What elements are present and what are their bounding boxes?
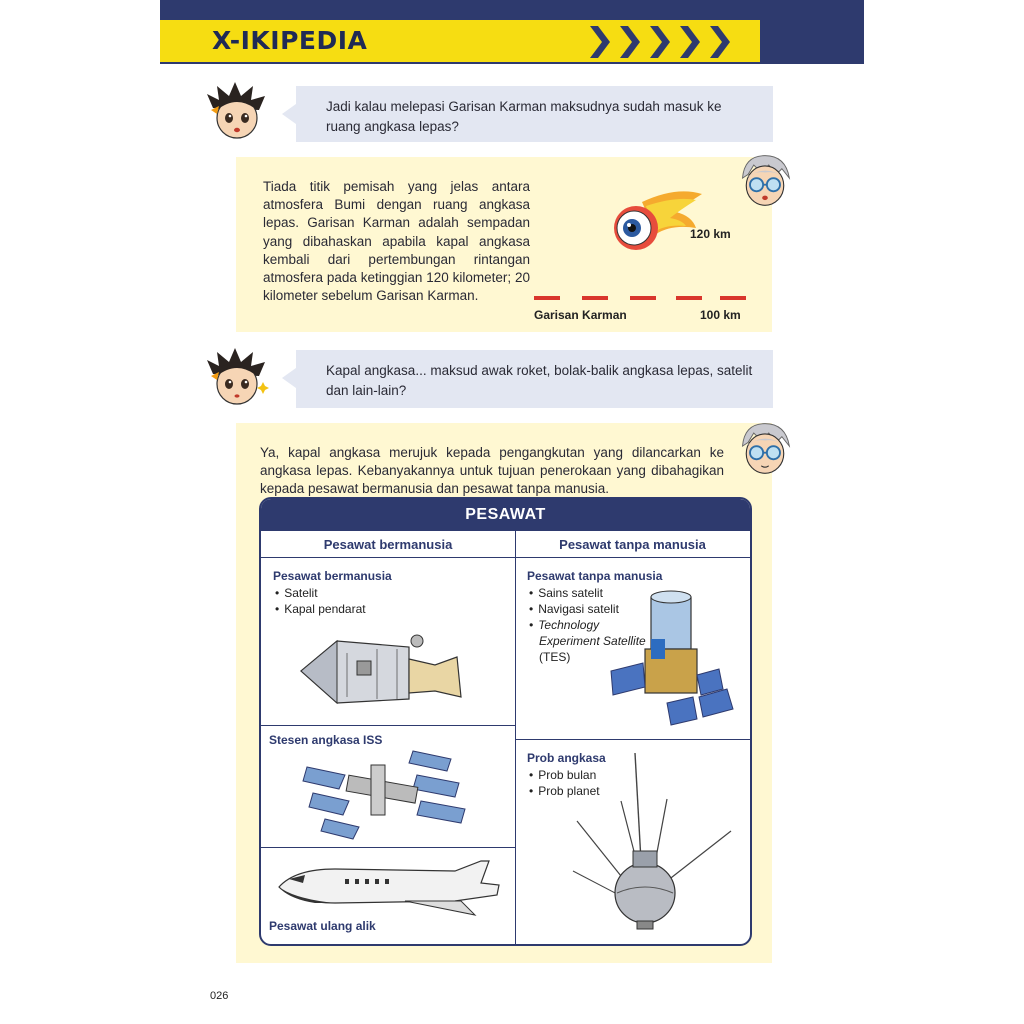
manned-list <box>275 585 366 617</box>
divider <box>515 739 750 740</box>
divider <box>261 725 515 726</box>
cell-title-manned: Pesawat bermanusia <box>273 569 392 583</box>
page-number: 026 <box>210 990 229 1002</box>
question-text-2: Kapal angkasa... maksud awak roket, bolak-balik angkasa lepas, satelit dan lain-lain? <box>326 363 753 398</box>
karman-line-label: Garisan Karman <box>534 308 627 322</box>
divider <box>515 531 516 944</box>
list-item: • Sains satelit <box>529 585 646 601</box>
column-header-unmanned: Pesawat tanpa manusia <box>559 537 706 552</box>
list-item: • Prob bulan <box>529 767 600 783</box>
chevron-decoration <box>580 22 810 62</box>
command-module-icon <box>297 623 467 715</box>
satellite-icon <box>607 579 737 731</box>
space-shuttle-icon <box>275 857 505 923</box>
cell-title-iss: Stesen angkasa ISS <box>269 733 383 747</box>
question-bubble-2 <box>296 350 773 408</box>
boy-character-icon <box>205 80 269 144</box>
list-item: • Technology <box>529 617 646 633</box>
section-title: X-IKIPEDIA <box>212 26 368 55</box>
bubble-tail <box>282 104 296 124</box>
professor-character-icon <box>733 418 797 478</box>
spacecraft-table <box>259 497 752 946</box>
answer-text-2: Ya, kapal angkasa merujuk kepada pengangkutan yang dilancarkan ke angkasa lepas. Kebanyakannya untuk tujuan penerokaan yang dibahagikan kepada pesawat bermanusia dan pesawat tanpa manusia. <box>260 445 724 497</box>
cell-title-unmanned: Pesawat tanpa manusia <box>527 569 663 583</box>
list-item: • Prob planet <box>529 783 600 799</box>
list-item: • Navigasi satelit <box>529 601 646 617</box>
altitude-label-120: 120 km <box>690 227 731 241</box>
divider <box>261 847 515 848</box>
list-item: (TES) <box>539 650 571 664</box>
table-title: PESAWAT <box>261 499 750 531</box>
question-text-1: Jadi kalau melepasi Garisan Karman maksudnya sudah masuk ke ruang angkasa lepas? <box>326 99 722 134</box>
karman-dash <box>676 296 702 300</box>
karman-dash <box>534 296 560 300</box>
space-probe-icon <box>571 751 741 931</box>
karman-dash <box>582 296 608 300</box>
question-bubble-1 <box>296 86 773 142</box>
header-banner <box>160 0 864 64</box>
meteor-illustration-icon <box>606 188 706 254</box>
divider <box>261 557 750 558</box>
professor-character-icon <box>733 150 797 210</box>
karman-dash <box>720 296 746 300</box>
boy-character-icon <box>205 346 269 410</box>
altitude-label-100: 100 km <box>700 308 741 322</box>
iss-station-icon <box>301 745 471 841</box>
bubble-tail <box>282 368 296 388</box>
answer-text-1: Tiada titik pemisah yang jelas antara atmosfera Bumi dengan ruang angkasa lepas. Garisan Karman adalah sempadan yang dibahaskan apabila kapal angkasa kembali dari pertembungan rintangan atmosfera pada ketinggian 120 kilometer; 20 kilometer sebelum Garisan Karman. <box>263 179 530 304</box>
list-item: • Satelit <box>275 585 366 601</box>
cell-title-probe: Prob angkasa <box>527 751 606 765</box>
list-item: Experiment Satellite <box>539 634 646 648</box>
column-header-manned: Pesawat bermanusia <box>323 537 453 552</box>
cell-title-shuttle: Pesawat ulang alik <box>269 919 376 933</box>
karman-dash <box>630 296 656 300</box>
list-item: • Kapal pendarat <box>275 601 366 617</box>
